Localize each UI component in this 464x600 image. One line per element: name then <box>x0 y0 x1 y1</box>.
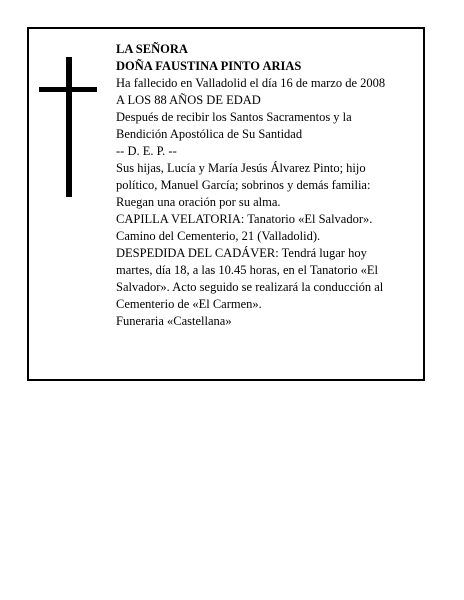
notice-line: DESPEDIDA DEL CADÁVER: Tendrá lugar hoy <box>116 246 367 260</box>
notice-line: DOÑA FAUSTINA PINTO ARIAS <box>116 59 302 73</box>
notice-line: Salvador». Acto seguido se realizará la conducción al <box>116 280 384 294</box>
notice-line: Bendición Apostólica de Su Santidad <box>116 127 303 141</box>
cross-horizontal-bar <box>39 87 97 92</box>
notice-line: Cementerio de «El Carmen». <box>116 297 262 311</box>
cross-vertical-bar <box>66 57 72 197</box>
notice-line: político, Manuel García; sobrinos y demás familia: <box>116 178 371 192</box>
notice-line: CAPILLA VELATORIA: Tanatorio «El Salvador». <box>116 212 373 226</box>
notice-line: Ruegan una oración por su alma. <box>116 195 281 209</box>
notice-text <box>116 41 416 330</box>
obituary-notice <box>27 27 425 381</box>
notice-line: Funeraria «Castellana» <box>116 314 232 328</box>
notice-line: Ha fallecido en Valladolid el día 16 de marzo de 2008 <box>116 76 386 90</box>
notice-line: Camino del Cementerio, 21 (Valladolid). <box>116 229 321 243</box>
notice-line: -- D. E. P. -- <box>116 144 177 158</box>
notice-line: martes, día 18, a las 10.45 horas, en el Tanatorio «El <box>116 263 379 277</box>
notice-line: Después de recibir los Santos Sacramentos y la <box>116 110 352 124</box>
notice-line: LA SEÑORA <box>116 42 188 56</box>
notice-line: Sus hijas, Lucía y María Jesús Álvarez Pinto; hijo <box>116 161 366 175</box>
notice-line: A LOS 88 AÑOS DE EDAD <box>116 93 261 107</box>
